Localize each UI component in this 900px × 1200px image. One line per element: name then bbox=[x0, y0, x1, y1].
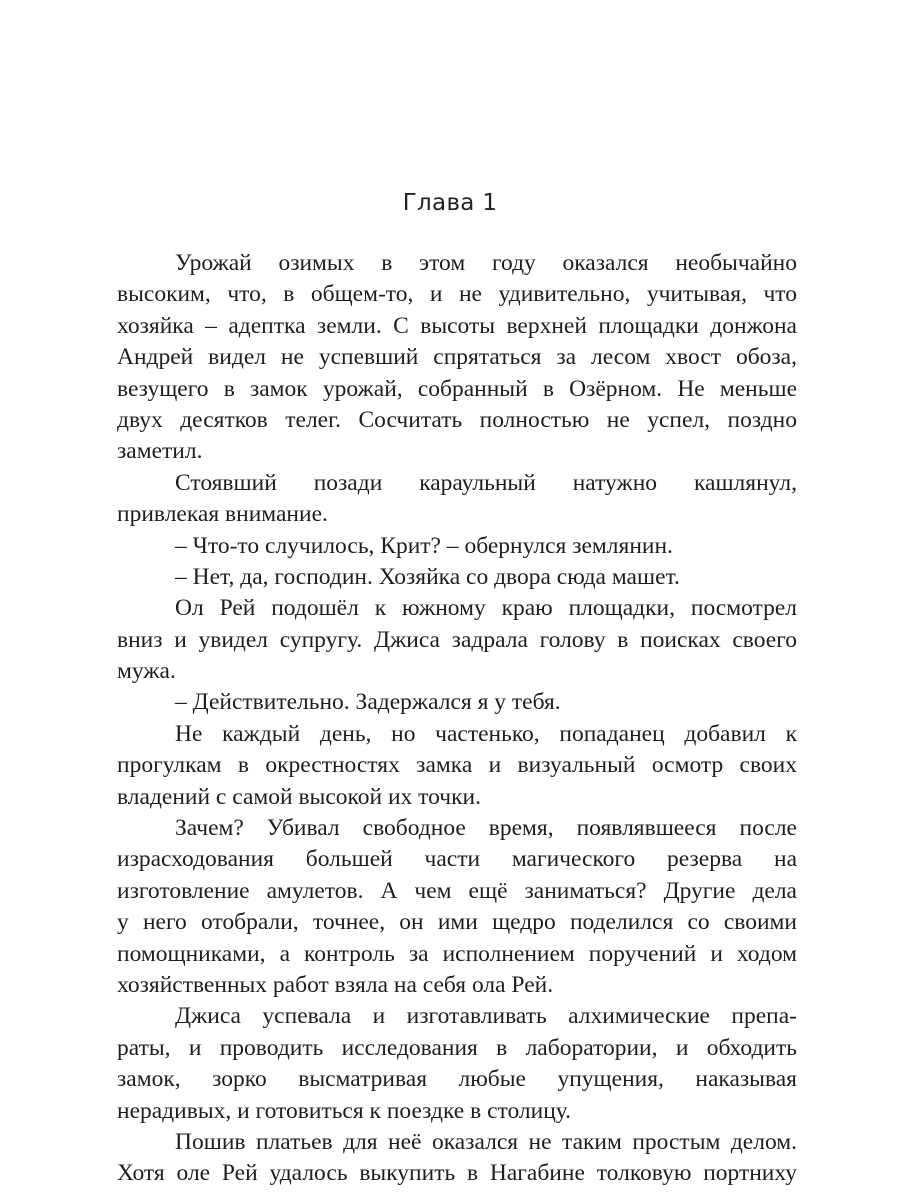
text-line: двух десятков телег. Сосчитать полностью не успел, поздно bbox=[117, 406, 797, 433]
text-line: – Действительно. Задержался я у тебя. bbox=[175, 689, 561, 716]
text-line: Стоявший позади караульный натужно кашлянул, bbox=[175, 469, 797, 496]
text-line: помощниками, а контроль за исполнением поручений и ходом bbox=[117, 940, 797, 967]
text-line: Андрей видел не успевший спрятаться за лесом хвост обоза, bbox=[117, 344, 797, 371]
text-line: – Нет, да, господин. Хозяйка со двора сюда машет. bbox=[175, 563, 680, 590]
text-line: владений с самой высокой их точки. bbox=[117, 783, 481, 810]
text-line: хозяйственных работ взяла на себя ола Рей. bbox=[117, 971, 554, 998]
text-line: заметил. bbox=[117, 438, 203, 465]
text-line: Урожай озимых в этом году оказался необычайно bbox=[175, 250, 797, 276]
chapter-title: Глава 1 bbox=[402, 190, 498, 216]
text-line: высоким, что, в общем-то, и не удивительно, учитывая, что bbox=[117, 281, 797, 308]
text-line: вниз и увидел супругу. Джиса задрала голову в поисках своего bbox=[117, 626, 797, 653]
text-line: мужа. bbox=[117, 658, 176, 685]
text-line: хозяйка – адептка земли. С высоты верхней площадки донжона bbox=[117, 312, 797, 339]
text-line: Джиса успевала и изготавливать алхимические препа- bbox=[175, 1003, 797, 1030]
text-line: везущего в замок урожай, собранный в Озёрном. Не меньше bbox=[117, 375, 797, 402]
text-line: Не каждый день, но частенько, попаданец добавил к bbox=[175, 720, 797, 747]
text-line: раты, и проводить исследования в лаборатории, и обходить bbox=[117, 1034, 797, 1061]
text-line: прогулкам в окрестностях замка и визуальный осмотр своих bbox=[117, 752, 797, 779]
text-line: израсходования большей части магического резерва на bbox=[117, 846, 797, 873]
text-line: Ол Рей подошёл к южному краю площадки, посмотрел bbox=[175, 595, 797, 622]
text-line: замок, зорко высматривая любые упущения, наказывая bbox=[117, 1066, 797, 1093]
text-line: Хотя оле Рей удалось выкупить в Нагабине толковую портниху bbox=[117, 1160, 797, 1187]
text-line: привлекая внимание. bbox=[117, 501, 328, 528]
text-line: Пошив платьев для неё оказался не таким простым делом. bbox=[175, 1128, 797, 1155]
text-line: Зачем? Убивал свободное время, появлявшееся после bbox=[175, 815, 797, 842]
text-line: у него отобрали, точнее, он ими щедро поделился со своими bbox=[117, 909, 797, 936]
body-text bbox=[117, 248, 797, 1190]
text-line: – Что-то случилось, Крит? – обернулся землянин. bbox=[175, 532, 673, 559]
text-line: нерадивых, и готовиться к поездке в столицу. bbox=[117, 1097, 572, 1124]
text-line: изготовление амулетов. А чем ещё заниматься? Другие дела bbox=[117, 877, 797, 904]
